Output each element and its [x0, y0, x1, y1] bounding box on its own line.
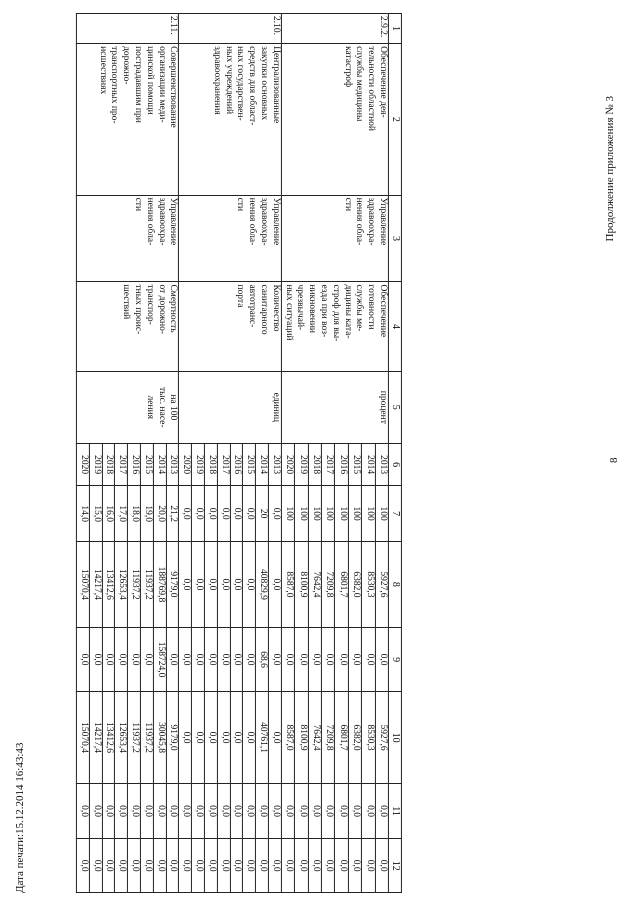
funding-federal-cell: 0,0 — [89, 627, 102, 692]
funding-local-cell: 0,0 — [230, 783, 243, 839]
funding-federal-cell: 0,0 — [348, 627, 361, 692]
unit-of-measure: единиц — [179, 371, 281, 443]
funding-regional-cell: 11937,2 — [128, 692, 141, 783]
year-cell: 2019 — [192, 444, 205, 486]
funding-other-cell: 0,0 — [256, 839, 269, 893]
column-number-3: 3 — [388, 195, 401, 282]
target-value-cell: 0,0 — [204, 486, 217, 542]
funding-regional-cell: 11937,2 — [140, 692, 153, 783]
target-value-cell: 0,0 — [179, 486, 192, 542]
funding-federal-cell: 158724,0 — [153, 627, 166, 692]
funding-total-cell: 8587,0 — [281, 542, 294, 628]
target-value-cell: 16,0 — [102, 486, 115, 542]
column-number-9: 9 — [388, 627, 401, 692]
funding-local-cell: 0,0 — [192, 783, 205, 839]
funding-local-cell: 0,0 — [89, 783, 102, 839]
funding-other-cell: 0,0 — [77, 839, 90, 893]
column-number-1: 1 — [388, 14, 401, 44]
unit-of-measure: на 100 тыс. насе- ления — [77, 371, 179, 443]
funding-regional-cell: 0,0 — [230, 692, 243, 783]
funding-regional-cell: 12653,4 — [115, 692, 128, 783]
target-value-cell: 20,0 — [153, 486, 166, 542]
year-cell: 2013 — [166, 444, 179, 486]
funding-federal-cell: 0,0 — [335, 627, 348, 692]
year-cell: 2017 — [217, 444, 230, 486]
indicator-name: Обеспечение готовности службы ме- дицины ката- строф для вы- езда при воз- никновении чрезвычай- ных ситуаций — [281, 282, 388, 371]
target-value-cell: 100 — [281, 486, 294, 542]
funding-local-cell: 0,0 — [308, 783, 321, 839]
target-value-cell: 0,0 — [268, 486, 281, 542]
funding-federal-cell: 0,0 — [375, 627, 388, 692]
funding-other-cell: 0,0 — [335, 839, 348, 893]
funding-local-cell: 0,0 — [204, 783, 217, 839]
funding-local-cell: 0,0 — [153, 783, 166, 839]
indicator-name: Смертность от дорожно- транспор- тных проис- шествий — [77, 282, 179, 371]
year-cell: 2016 — [230, 444, 243, 486]
funding-total-cell: 12653,4 — [115, 542, 128, 628]
target-value-cell: 19,0 — [140, 486, 153, 542]
column-number-10: 10 — [388, 692, 401, 783]
funding-total-cell: 0,0 — [230, 542, 243, 628]
funding-regional-cell: 0,0 — [204, 692, 217, 783]
funding-local-cell: 0,0 — [321, 783, 334, 839]
funding-federal-cell: 0,0 — [281, 627, 294, 692]
target-value-cell: 17,0 — [115, 486, 128, 542]
item-number: 2.10. — [179, 14, 281, 44]
measure-name: Обеспечение дея- тельности областной службы медицины катастроф — [281, 44, 388, 196]
funding-other-cell: 0,0 — [179, 839, 192, 893]
year-cell: 2015 — [140, 444, 153, 486]
funding-local-cell: 0,0 — [166, 783, 179, 839]
target-value-cell: 14,0 — [77, 486, 90, 542]
measure-name: Совершенствование организации меди- цинской помощи пострадавшим при дорожно- транспортных про- исшествиях — [77, 44, 179, 196]
funding-total-cell: 11937,2 — [140, 542, 153, 628]
funding-regional-cell: 6382,0 — [348, 692, 361, 783]
funding-total-cell: 0,0 — [243, 542, 256, 628]
funding-local-cell: 0,0 — [268, 783, 281, 839]
executor: Управление здравоохра- нения обла- сти — [77, 195, 179, 282]
funding-regional-cell: 7642,4 — [308, 692, 321, 783]
funding-other-cell: 0,0 — [375, 839, 388, 893]
indicator-name: Количество санитарного автотранс- порта — [179, 282, 281, 371]
target-value-cell: 20 — [256, 486, 269, 542]
year-cell: 2020 — [179, 444, 192, 486]
funding-other-cell: 0,0 — [230, 839, 243, 893]
funding-regional-cell: 0,0 — [243, 692, 256, 783]
funding-total-cell: 0,0 — [204, 542, 217, 628]
year-cell: 2016 — [128, 444, 141, 486]
column-number-6: 6 — [388, 444, 401, 486]
table-body — [77, 14, 402, 893]
column-number-5: 5 — [388, 371, 401, 443]
funding-federal-cell: 0,0 — [362, 627, 375, 692]
funding-total-cell: 14217,4 — [89, 542, 102, 628]
funding-local-cell: 0,0 — [77, 783, 90, 839]
funding-total-cell: 0,0 — [192, 542, 205, 628]
funding-regional-cell: 14217,4 — [89, 692, 102, 783]
funding-local-cell: 0,0 — [140, 783, 153, 839]
funding-local-cell: 0,0 — [281, 783, 294, 839]
funding-local-cell: 0,0 — [115, 783, 128, 839]
funding-federal-cell: 0,0 — [128, 627, 141, 692]
column-number-11: 11 — [388, 783, 401, 839]
funding-federal-cell: 0,0 — [230, 627, 243, 692]
year-cell: 2018 — [204, 444, 217, 486]
funding-total-cell: 11937,2 — [128, 542, 141, 628]
funding-other-cell: 0,0 — [140, 839, 153, 893]
funding-federal-cell: 0,0 — [102, 627, 115, 692]
year-cell: 2013 — [375, 444, 388, 486]
year-cell: 2019 — [295, 444, 308, 486]
year-cell: 2017 — [321, 444, 334, 486]
funding-total-cell: 0,0 — [217, 542, 230, 628]
year-cell: 2014 — [256, 444, 269, 486]
funding-total-cell: 7209,8 — [321, 542, 334, 628]
year-cell: 2014 — [362, 444, 375, 486]
funding-other-cell: 0,0 — [115, 839, 128, 893]
funding-regional-cell: 0,0 — [217, 692, 230, 783]
funding-regional-cell: 13412,6 — [102, 692, 115, 783]
year-cell: 2020 — [77, 444, 90, 486]
column-number-8: 8 — [388, 542, 401, 628]
target-value-cell: 100 — [348, 486, 361, 542]
funding-regional-cell: 7209,8 — [321, 692, 334, 783]
funding-federal-cell: 0,0 — [179, 627, 192, 692]
funding-total-cell: 5927,6 — [375, 542, 388, 628]
page-number: 8 — [608, 457, 620, 463]
funding-regional-cell: 6801,7 — [335, 692, 348, 783]
funding-regional-cell: 8587,0 — [281, 692, 294, 783]
target-value-cell: 18,0 — [128, 486, 141, 542]
print-date: Дата печати:15.12.2014 16:43:43 — [14, 742, 26, 893]
year-cell: 2013 — [268, 444, 281, 486]
funding-total-cell: 7642,4 — [308, 542, 321, 628]
funding-total-cell: 15070,4 — [77, 542, 90, 628]
unit-of-measure: процент — [281, 371, 388, 443]
funding-total-cell: 6382,0 — [348, 542, 361, 628]
funding-other-cell: 0,0 — [308, 839, 321, 893]
year-cell: 2015 — [348, 444, 361, 486]
column-number-4: 4 — [388, 282, 401, 371]
funding-federal-cell: 0,0 — [192, 627, 205, 692]
funding-local-cell: 0,0 — [375, 783, 388, 839]
target-value-cell: 100 — [375, 486, 388, 542]
funding-local-cell: 0,0 — [102, 783, 115, 839]
year-cell: 2016 — [335, 444, 348, 486]
funding-other-cell: 0,0 — [89, 839, 102, 893]
table-row — [375, 14, 388, 893]
target-value-cell: 100 — [295, 486, 308, 542]
column-number-7: 7 — [388, 486, 401, 542]
funding-local-cell: 0,0 — [256, 783, 269, 839]
funding-regional-cell: 8530,3 — [362, 692, 375, 783]
measure-name: Централизованные закупки основных средств для област- ных государствен- ных учреждений здравоохранения — [179, 44, 281, 196]
target-value-cell: 21,2 — [166, 486, 179, 542]
item-number: 2.11. — [77, 14, 179, 44]
funding-regional-cell: 0,0 — [192, 692, 205, 783]
funding-total-cell: 40829,9 — [256, 542, 269, 628]
funding-federal-cell: 0,0 — [140, 627, 153, 692]
funding-federal-cell: 0,0 — [115, 627, 128, 692]
funding-total-cell: 9179,0 — [166, 542, 179, 628]
funding-federal-cell: 0,0 — [295, 627, 308, 692]
funding-federal-cell: 68,6 — [256, 627, 269, 692]
funding-federal-cell: 0,0 — [166, 627, 179, 692]
target-value-cell: 0,0 — [230, 486, 243, 542]
funding-total-cell: 6801,7 — [335, 542, 348, 628]
column-number-2: 2 — [388, 44, 401, 196]
year-cell: 2018 — [308, 444, 321, 486]
funding-local-cell: 0,0 — [362, 783, 375, 839]
funding-other-cell: 0,0 — [217, 839, 230, 893]
funding-local-cell: 0,0 — [335, 783, 348, 839]
funding-other-cell: 0,0 — [362, 839, 375, 893]
funding-total-cell: 0,0 — [268, 542, 281, 628]
appendix-continuation-title: Продолжение приложения № 3 — [604, 96, 616, 242]
funding-other-cell: 0,0 — [102, 839, 115, 893]
funding-federal-cell: 0,0 — [308, 627, 321, 692]
funding-local-cell: 0,0 — [243, 783, 256, 839]
funding-other-cell: 0,0 — [348, 839, 361, 893]
table-row — [268, 14, 281, 893]
column-number-row — [388, 14, 401, 893]
funding-other-cell: 0,0 — [321, 839, 334, 893]
funding-federal-cell: 0,0 — [217, 627, 230, 692]
funding-federal-cell: 0,0 — [268, 627, 281, 692]
target-value-cell: 0,0 — [243, 486, 256, 542]
target-value-cell: 100 — [321, 486, 334, 542]
executor: Управление здравоохра- нения обла- сти — [179, 195, 281, 282]
program-table — [76, 13, 402, 893]
funding-total-cell: 13412,6 — [102, 542, 115, 628]
funding-other-cell: 0,0 — [128, 839, 141, 893]
target-value-cell: 0,0 — [217, 486, 230, 542]
executor: Управление здравоохра- нения обла- сти — [281, 195, 388, 282]
funding-total-cell: 188769,8 — [153, 542, 166, 628]
item-number: 2.9.2. — [281, 14, 388, 44]
funding-local-cell: 0,0 — [179, 783, 192, 839]
funding-local-cell: 0,0 — [348, 783, 361, 839]
year-cell: 2019 — [89, 444, 102, 486]
funding-total-cell: 0,0 — [179, 542, 192, 628]
funding-total-cell: 8100,9 — [295, 542, 308, 628]
funding-federal-cell: 0,0 — [243, 627, 256, 692]
funding-other-cell: 0,0 — [192, 839, 205, 893]
target-value-cell: 0,0 — [192, 486, 205, 542]
target-value-cell: 100 — [362, 486, 375, 542]
funding-local-cell: 0,0 — [295, 783, 308, 839]
year-cell: 2015 — [243, 444, 256, 486]
target-value-cell: 15,0 — [89, 486, 102, 542]
funding-local-cell: 0,0 — [128, 783, 141, 839]
funding-local-cell: 0,0 — [217, 783, 230, 839]
year-cell: 2017 — [115, 444, 128, 486]
target-value-cell: 100 — [335, 486, 348, 542]
funding-other-cell: 0,0 — [268, 839, 281, 893]
funding-other-cell: 0,0 — [166, 839, 179, 893]
funding-other-cell: 0,0 — [153, 839, 166, 893]
funding-regional-cell: 0,0 — [179, 692, 192, 783]
funding-regional-cell: 30045,8 — [153, 692, 166, 783]
table-row — [166, 14, 179, 893]
funding-regional-cell: 5927,6 — [375, 692, 388, 783]
column-number-12: 12 — [388, 839, 401, 893]
year-cell: 2014 — [153, 444, 166, 486]
funding-regional-cell: 40761,1 — [256, 692, 269, 783]
funding-other-cell: 0,0 — [243, 839, 256, 893]
funding-regional-cell: 8100,9 — [295, 692, 308, 783]
funding-other-cell: 0,0 — [204, 839, 217, 893]
funding-federal-cell: 0,0 — [321, 627, 334, 692]
funding-regional-cell: 0,0 — [268, 692, 281, 783]
funding-federal-cell: 0,0 — [77, 627, 90, 692]
year-cell: 2020 — [281, 444, 294, 486]
funding-other-cell: 0,0 — [295, 839, 308, 893]
funding-regional-cell: 9179,0 — [166, 692, 179, 783]
target-value-cell: 100 — [308, 486, 321, 542]
year-cell: 2018 — [102, 444, 115, 486]
funding-federal-cell: 0,0 — [204, 627, 217, 692]
funding-other-cell: 0,0 — [281, 839, 294, 893]
funding-total-cell: 8530,3 — [362, 542, 375, 628]
funding-regional-cell: 15070,4 — [77, 692, 90, 783]
